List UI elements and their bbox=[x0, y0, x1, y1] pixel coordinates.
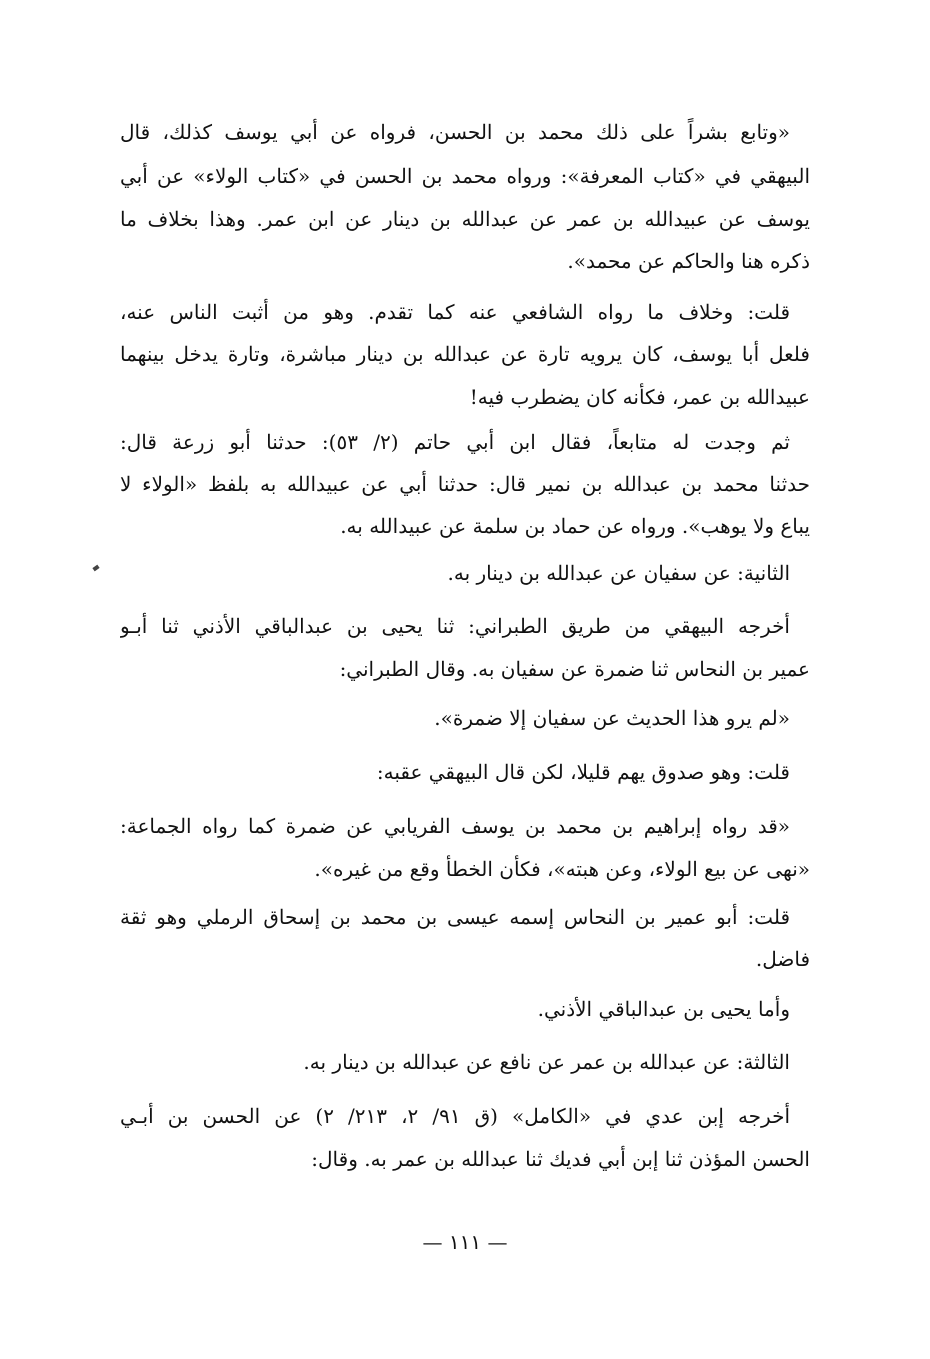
page-number: — ١١١ — bbox=[422, 1230, 508, 1254]
text-line: ثم وجدت له متابعاً، فقال ابن أبي حاتم (٢/ ٥٣): حدثنا أبو زرعة قال: bbox=[120, 430, 790, 454]
text-line: قلت: وهو صدوق يهم قليلا، لكن قال البيهقي عقبه: bbox=[376, 760, 790, 784]
text-line: أخرجه إبن عدي في «الكامل» (ق ٩١/ ٢، ٢١٣/ ٢) عن الحسن بن أبـي bbox=[120, 1104, 790, 1128]
text-line: الثالثة: عن عبدالله بن عمر عن نافع عن عبدالله بن دينار به. bbox=[303, 1050, 790, 1074]
text-line: قلت: أبو عمير بن النحاس إسمه عيسى بن محمد بن إسحاق الرملي وهو ثقة bbox=[120, 905, 790, 929]
text-line: «وتابع بشراً على ذلك محمد بن الحسن، فرواه عن أبي يوسف كذلك، قال bbox=[120, 120, 790, 144]
text-line: قلت: وخلاف ما رواه الشافعي عنه كما تقدم. وهو من أثبت الناس عنه، bbox=[120, 300, 790, 324]
text-line: البيهقي في «كتاب المعرفة»: ورواه محمد بن الحسن في «كتاب الولاء» عن أبي bbox=[120, 164, 810, 188]
text-line: فلعل أبا يوسف، كان يرويه تارة عن عبدالله بن دينار مباشرة، وتارة يدخل بينهما bbox=[120, 342, 810, 366]
text-line: «قد رواه إبراهيم بن محمد بن يوسف الفريابي عن ضمرة كما رواه الجماعة: bbox=[120, 814, 790, 838]
text-line: يباع ولا يوهب». ورواه عن حماد بن سلمة عن عبيدالله به. bbox=[340, 514, 810, 538]
text-line: فاضل. bbox=[755, 947, 810, 971]
text-line: عبيدالله بن عمر، فكأنه كان يضطرب فيه! bbox=[469, 385, 810, 409]
text-line: عمير بن النحاس ثنا ضمرة عن سفيان به. وقال الطبراني: bbox=[339, 657, 810, 681]
text-line: حدثنا محمد بن عبدالله بن نمير قال: حدثنا أبي عن عبيدالله به بلفظ «الولاء لا bbox=[120, 472, 810, 496]
text-line: الثانية: عن سفيان عن عبدالله بن دينار به. bbox=[447, 561, 790, 585]
text-line: أخرجه البيهقي من طريق الطبراني: ثنا يحيى بن عبدالباقي الأذني ثنا أبـو bbox=[120, 614, 790, 638]
text-line: الحسن المؤذن ثنا إبن أبي فديك ثنا عبدالله بن عمر به. وقال: bbox=[311, 1147, 810, 1171]
text-line: ذكره هنا والحاكم عن محمد». bbox=[567, 249, 810, 273]
text-line: يوسف عن عبيدالله بن عمر عن عبدالله بن دينار عن ابن عمر. وهذا بخلاف ما bbox=[120, 207, 810, 231]
text-line: وأما يحيى بن عبدالباقي الأذني. bbox=[537, 997, 790, 1021]
text-line: «نهى عن بيع الولاء، وعن هبته»، فكأن الخطأ وقع من غيره». bbox=[314, 857, 810, 881]
margin-mark bbox=[92, 565, 99, 572]
text-line: «لم يرو هذا الحديث عن سفيان إلا ضمرة». bbox=[434, 706, 790, 730]
